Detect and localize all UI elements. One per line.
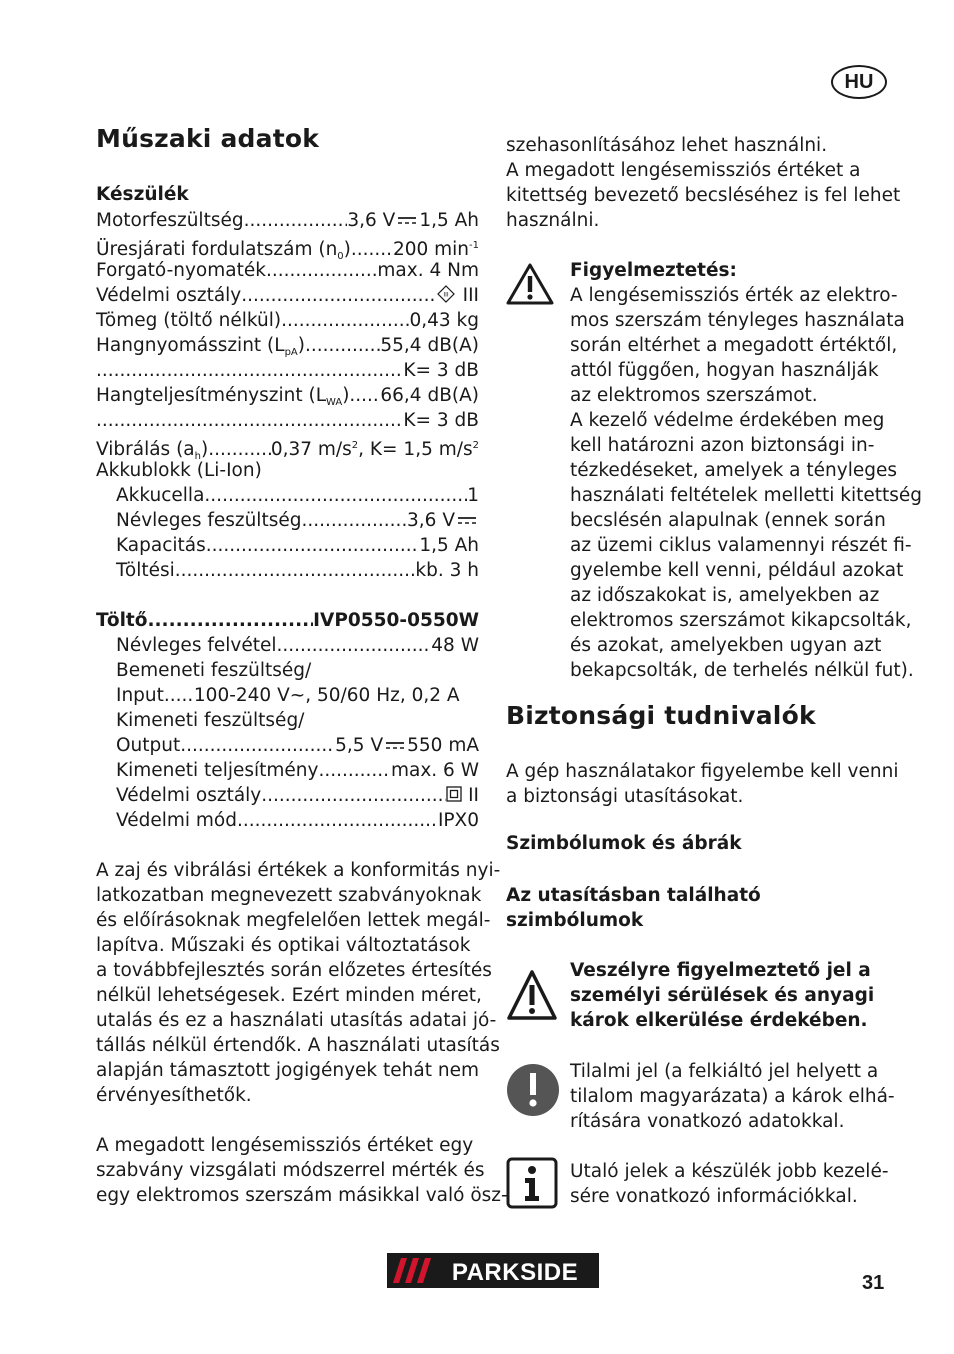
spec-torque: Forgató-nyomaték ..... max. 4 Nm [96,258,479,283]
charger-protection-mode: Védelmi mód ..... IPX0 [116,808,479,833]
warning-block: Figyelmeztetés: A lengésemissziós érték az elektro- mos szerszám tényleges használata során eltérhet a megadott értéktől, attól függően, hogyan használják az elektromos szerszámot. A kezelő védelme érdekében meg kell határozni azon biztonsági in- tézkedéseket, amelyek a tényleges használati feltételek melletti kitettség becslésén alapulnak (ennek során az üzemi ciklus valamennyi részét fi- gyelembe kell venni, például azokat az időszakokat is, amelyekben az elektromos szerszámot kikapcsolták, és azokat, amelyekben ugyan azt bekapcsolták, de terhelés nélkül fut). [570,260,922,681]
danger-symbol-text: Veszélyre figyelmeztető jel a személyi sérülések és anyagi károk elkerülése érdekében. [570,960,875,1031]
prohibition-icon [506,1062,560,1118]
spec-sound-pressure: Hangnyomásszint $(L_{pA})$ ..... 55,4 dB(A) [96,333,479,358]
logo-text: PARKSIDE [451,1259,579,1286]
spec-uncertainty-1: ..... K= 3 dB [96,358,479,383]
spec-battery-label: Akkublokk (Li-Ion) [96,460,262,481]
dc-symbol-icon [457,516,477,525]
section-title-technical-data: Műszaki adatok [96,124,320,153]
symbols-subheading: Az utasításban található szimbólumok [506,885,761,931]
info-icon [506,1157,558,1209]
charger-protection-class: Védelmi osztály ..... II [116,783,479,808]
warning-title: Figyelmeztetés: [570,260,737,281]
spec-charging-time: Töltési ..... kb. 3 h [116,558,479,583]
dc-symbol-icon [385,741,405,750]
symbols-heading: Szimbólumok és ábrák [506,833,742,854]
parkside-logo [387,1253,599,1288]
protection-class-iii-icon [437,285,455,303]
prohibition-symbol-text: Tilalmi jel (a felkiáltó jel helyett a tilalom magyarázata) a károk elhá- rítására vonatkozó adatokkal. [570,1061,895,1132]
spec-capacity: Kapacitás ..... 1,5 Ah [116,533,479,558]
charger-output-power: Kimeneti teljesítmény ..... max. 6 W [116,758,479,783]
dc-symbol-icon [397,216,417,225]
warning-triangle-icon [506,262,554,306]
spec-sound-power: Hangteljesítményszint $(L_{WA})$ ..... 66,4 dB(A) [96,383,479,408]
vibration-paragraph: A megadott lengésemissziós értéket egy szabvány vizsgálati módszerrel mérték és egy elektromos szerszám másikkal való ösz- [96,1135,508,1206]
spec-uncertainty-2: ..... K= 3 dB [96,408,479,433]
charger-input-voltage-label: Bemeneti feszültség/ [116,660,312,681]
spec-weight: Tömeg (töltő nélkül) ..... 0,43 kg [96,308,479,333]
language-badge: HU [831,65,887,99]
charger-input-power: Névleges felvétel ..... 48 W [116,633,479,658]
spec-nominal-voltage: Névleges feszültség ..... 3,6 V [116,508,479,533]
spec-vibration: Vibrálás $(a_h)$ ..... 0,37 $m/s^2$, K= 1,5 $m/s^2$ [96,433,479,458]
section-title-safety: Biztonsági tudnivalók [506,701,816,730]
charger-output: Output ..... 5,5 V 550 mA [116,733,479,758]
spec-idle-speed: Üresjárati fordulatszám $(n_0)$ ..... 200 $\min^{-1}$ [96,233,479,258]
charger-input: Input ..... 100-240 V~, 50/60 Hz, 0,2 A [116,683,479,708]
spec-protection-class: Védelmi osztály ..... III III [96,283,479,308]
safety-paragraph: A gép használatakor figyelembe kell venni a biztonsági utasításokat. [506,761,899,807]
svg-text:III: III [442,291,449,299]
conformity-paragraph: A zaj és vibrálási értékek a konformitás nyi- latkozatban megnevezett szabványoknak és előírásoknak megfelelően lettek megál- lapítva. Műszaki és optikai változtatások a továbbfejlesztés során előzetes értesítés nélkül lehetségesek. Ezért minden méret, utalás és ez a használati utasítás adatai jó- tállás nélkül értendők. A használati utasítás alapján támasztott jogigények tehát nem érvényesíthetők. [96,860,501,1106]
info-symbol-text: Utaló jelek a készülék jobb kezelé- sére vonatkozó információkkal. [570,1161,889,1207]
device-heading: Készülék [96,184,189,205]
charger-heading: Töltő ..... IVP0550-0550W [96,608,479,633]
spec-motor-voltage: Motorfeszültség ..... 3,6 V 1,5 Ah [96,208,479,233]
page-number: 31 [862,1272,885,1294]
spec-cell: Akkucella ..... 1 [116,483,479,508]
vibration-paragraph-continued: szehasonlításához lehet használni. A megadott lengésemissziós értéket a kitettség bevezető becsléséhez is fel lehet használni. [506,135,901,231]
danger-triangle-icon [506,968,558,1024]
charger-output-voltage-label: Kimeneti feszültség/ [116,710,305,731]
protection-class-ii-icon [446,786,462,802]
